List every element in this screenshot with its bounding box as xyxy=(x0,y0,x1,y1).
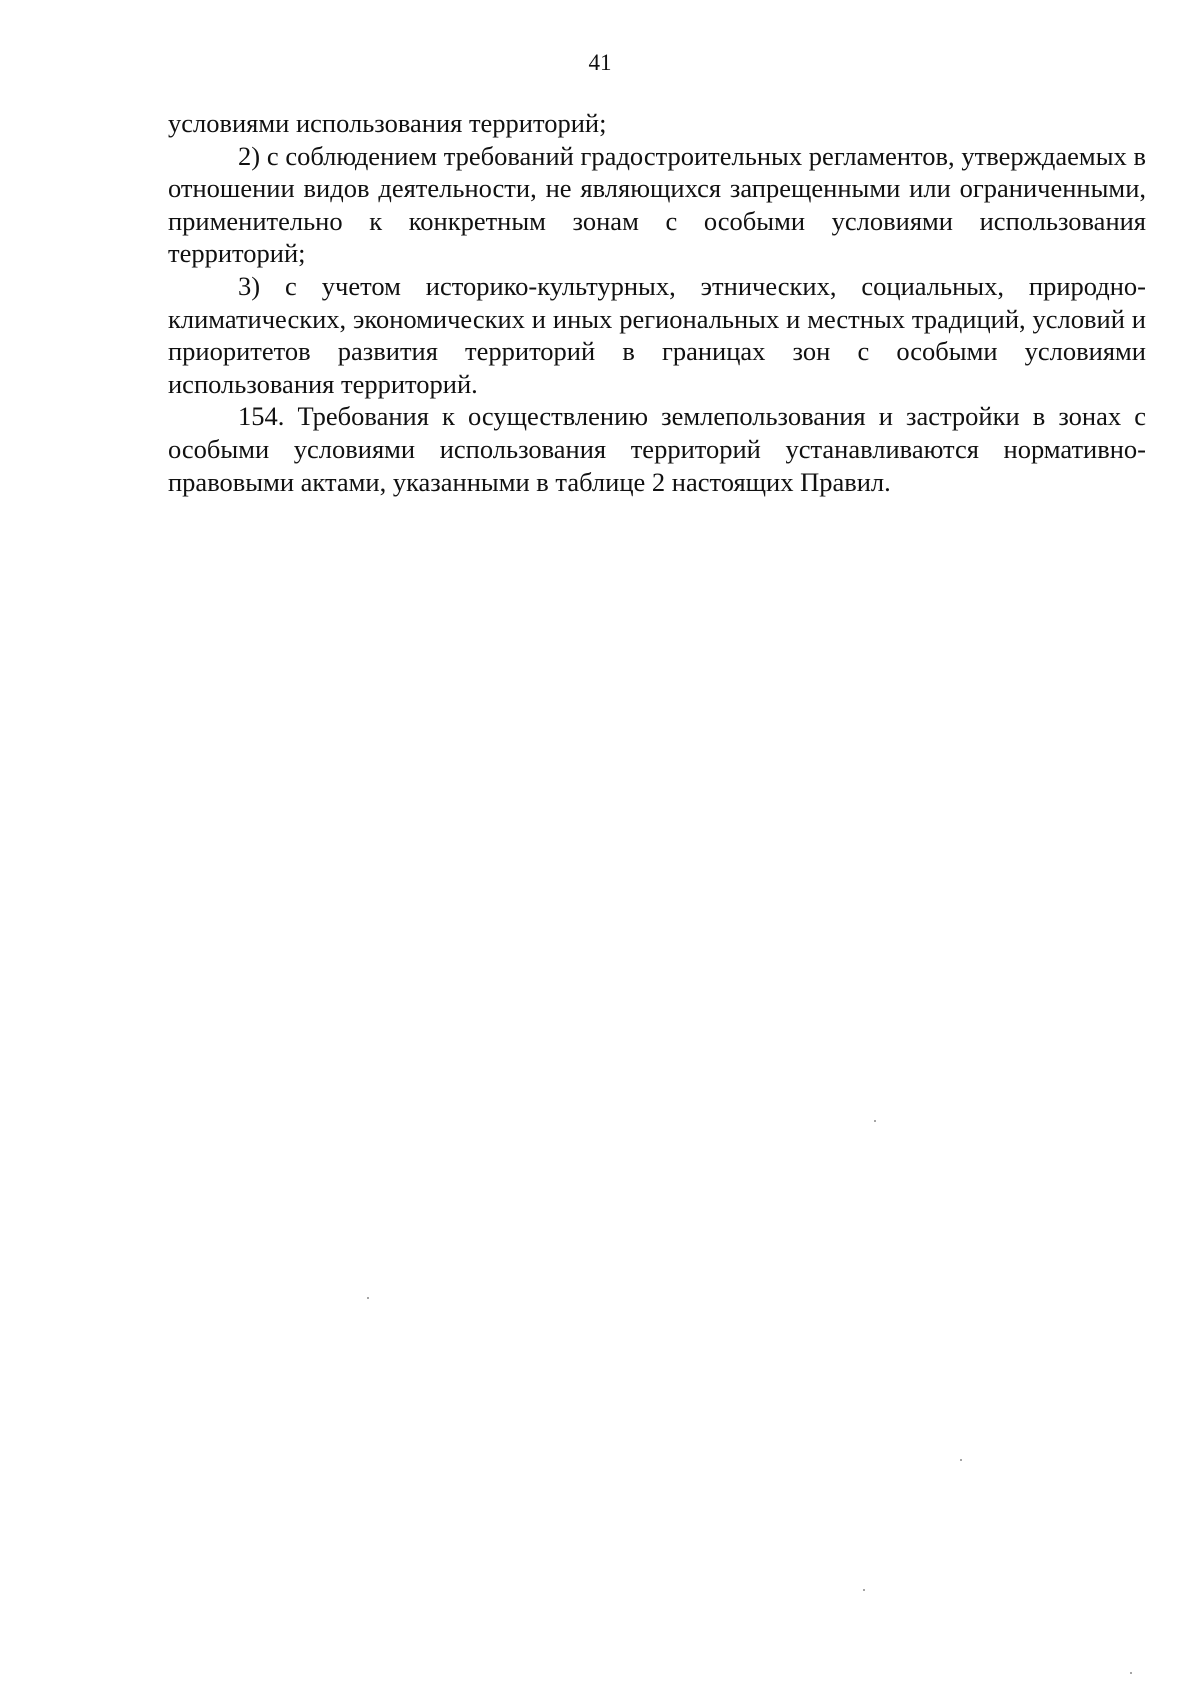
page-number: 41 xyxy=(588,50,612,75)
paragraph-continuation: условиями использования территорий; xyxy=(168,108,607,138)
scan-speck xyxy=(367,1297,369,1299)
scan-speck xyxy=(1130,1672,1132,1674)
paragraph-item-3: 3) с учетом историко-культурных, этнических, социальных, природно-климатических, экономических и иных региональных и местных традиций, условий и приоритетов развития территорий в границах зон с особыми условиями использования территорий. xyxy=(168,270,1146,399)
scan-speck xyxy=(874,1120,876,1122)
document-body xyxy=(168,107,1146,498)
paragraph-item-2: 2) с соблюдением требований градостроительных регламентов, утверждаемых в отношении видов деятельности, не являющихся запрещенными или ограниченными, применительно к конкретным зонам с особыми условиями использования территорий; xyxy=(168,140,1146,269)
scan-speck xyxy=(960,1459,962,1461)
paragraph-154: 154. Требования к осуществлению землепользования и застройки в зонах с особыми условиями использования территорий устанавливаются нормативно-правовыми актами, указанными в таблице 2 настоящих Правил. xyxy=(168,401,1146,497)
scan-speck xyxy=(863,1589,865,1591)
